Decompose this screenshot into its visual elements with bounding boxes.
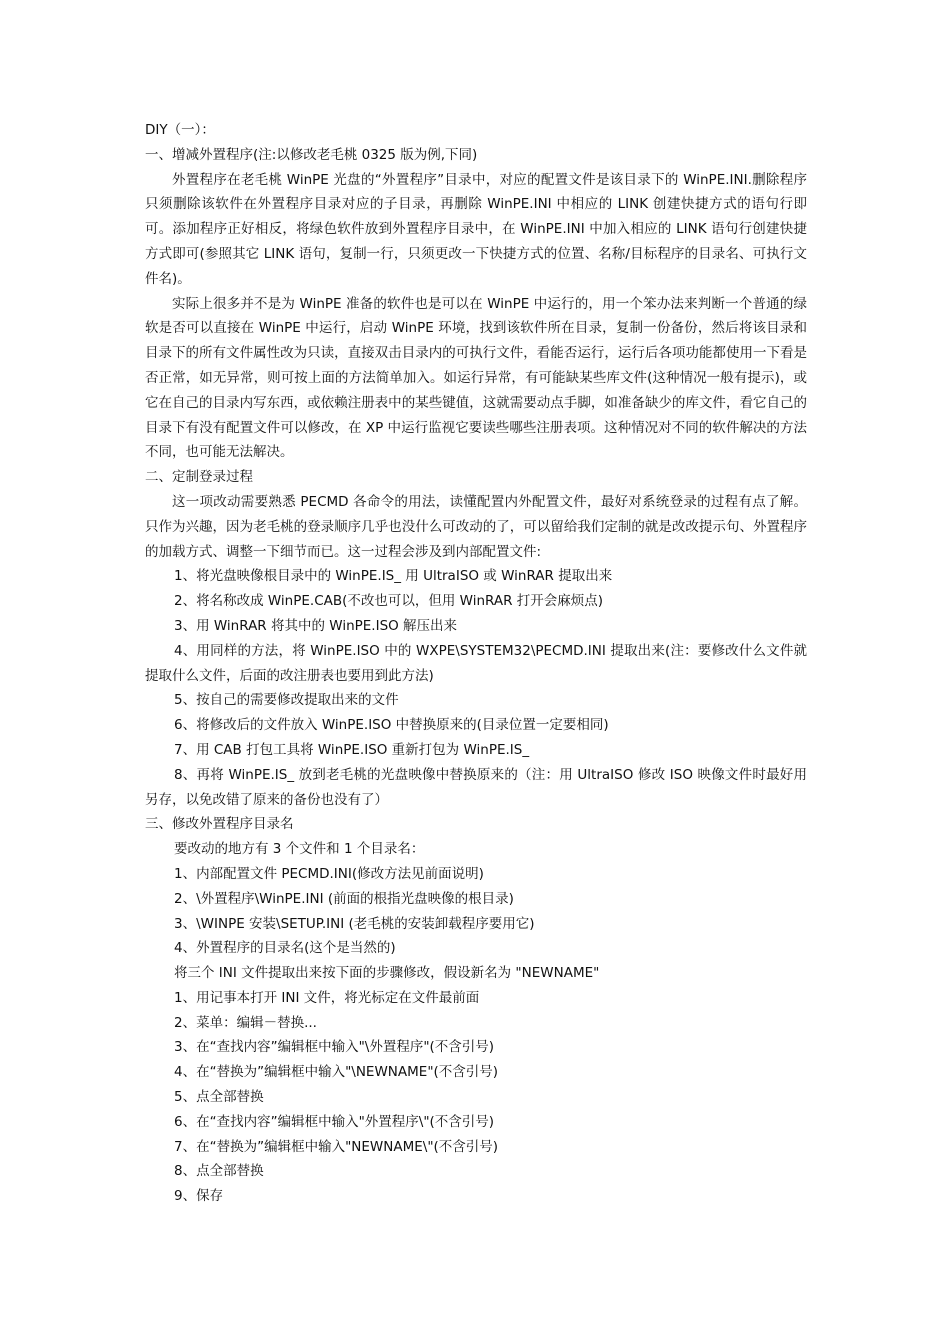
section-1-heading: 一、增减外置程序(注:以修改老毛桃 0325 版为例,下同) bbox=[145, 146, 478, 163]
section-2-intro: 这一项改动需要熟悉 PECMD 各命令的用法，读懂配置内外配置文件，最好对系统登录的过程有点了解。只作为兴趣，因为老毛桃的登录顺序几乎也没什么可改动的了，可以留给我们定制的就是改改提示句、外置程序的加载方式、调整一下细节而已。这一过程会涉及到内部配置文件: bbox=[145, 493, 807, 560]
section-2-step: 5、按自己的需要修改提取出来的文件 bbox=[174, 692, 399, 709]
section-3-step: 9、保存 bbox=[174, 1188, 224, 1205]
section-3-item: 4、外置程序的目录名(这个是当然的) bbox=[174, 940, 396, 957]
section-2-step: 1、将光盘映像根目录中的 WinPE.IS_ 用 UltraISO 或 WinRAR 提取出来 bbox=[174, 568, 613, 585]
doc-title: DIY（一）： bbox=[145, 122, 215, 138]
document-body bbox=[145, 118, 807, 1209]
section-3-item: 3、\WINPE 安装\SETUP.INI (老毛桃的安装卸载程序要用它) bbox=[174, 915, 535, 932]
section-3-intro: 要改动的地方有 3 个文件和 1 个目录名： bbox=[174, 841, 425, 858]
section-3-step: 5、点全部替换 bbox=[174, 1089, 264, 1106]
section-3-item: 2、\外置程序\WinPE.INI (前面的根指光盘映像的根目录) bbox=[174, 890, 514, 907]
section-3-intro-2: 将三个 INI 文件提取出来按下面的步骤修改，假设新名为 "NEWNAME" bbox=[174, 965, 600, 982]
section-3-heading: 三、修改外置程序目录名 bbox=[145, 816, 294, 833]
section-2-step: 8、再将 WinPE.IS_ 放到老毛桃的光盘映像中替换原来的（注：用 UltraISO 修改 ISO 映像文件时最好用另存，以免改错了原来的备份也没有了） bbox=[145, 766, 807, 808]
section-1-paragraph-1: 外置程序在老毛桃 WinPE 光盘的“外置程序”目录中，对应的配置文件是该目录下的 WinPE.INI.删除程序只须删除该软件在外置程序目录对应的子目录，再删除 WinPE.INI 中相应的 LINK 创建快捷方式的语句行即可。添加程序正好相反，将绿色软件放到外置程序目录中，在 WinPE.INI 中加入相应的 LINK 语句行创建快捷方式即可(参照其它 LINK 语句，复制一行，只须更改一下快捷方式的位置、名称/目标程序的目录名、可执行文件名)。 bbox=[145, 171, 807, 287]
section-3-step: 6、在“查找内容”编辑框中输入"外置程序\"(不含引号) bbox=[174, 1113, 495, 1130]
section-3-step: 7、在“替换为”编辑框中输入"NEWNAME\"(不含引号) bbox=[174, 1138, 499, 1155]
section-3-step: 8、点全部替换 bbox=[174, 1163, 264, 1180]
section-3-step: 4、在“替换为”编辑框中输入"\NEWNAME"(不含引号) bbox=[174, 1064, 499, 1081]
section-2-step: 6、将修改后的文件放入 WinPE.ISO 中替换原来的(目录位置一定要相同) bbox=[174, 717, 609, 734]
section-2-step: 2、将名称改成 WinPE.CAB(不改也可以，但用 WinRAR 打开会麻烦点) bbox=[174, 593, 604, 610]
section-3-item: 1、内部配置文件 PECMD.INI(修改方法见前面说明) bbox=[174, 865, 484, 882]
section-1-paragraph-2: 实际上很多并不是为 WinPE 准备的软件也是可以在 WinPE 中运行的，用一个笨办法来判断一个普通的绿软是否可以直接在 WinPE 中运行，启动 WinPE 环境，找到该软件所在目录，复制一份备份，然后将该目录和目录下的所有文件属性改为只读，直接双击目录内的可执行文件，看能否运行，运行后各项功能都使用一下看是否正常，如无异常，则可按上面的方法简单加入。如运行异常，有可能缺某些库文件(这种情况一般有提示)，或它在自己的目录内写东西，或依赖注册表中的某些键值，这就需要动点手脚，如准备缺少的库文件，看它自己的目录下有没有配置文件可以修改，在 XP 中运行监视它要读些哪些注册表项。这种情况对不同的软件解决的方法不同，也可能无法解决。 bbox=[145, 295, 807, 461]
section-2-step: 3、用 WinRAR 将其中的 WinPE.ISO 解压出来 bbox=[174, 617, 458, 634]
section-2-heading: 二、定制登录过程 bbox=[145, 469, 253, 486]
section-2-step: 4、用同样的方法，将 WinPE.ISO 中的 WXPE\SYSTEM32\PECMD.INI 提取出来(注：要修改什么文件就提取什么文件，后面的改注册表也要用到此方法) bbox=[145, 642, 807, 684]
section-3-step: 1、用记事本打开 INI 文件，将光标定在文件最前面 bbox=[174, 989, 480, 1006]
section-2-step: 7、用 CAB 打包工具将 WinPE.ISO 重新打包为 WinPE.IS_ bbox=[174, 741, 530, 758]
section-3-step: 2、菜单：编辑－替换... bbox=[174, 1014, 317, 1031]
section-3-step: 3、在“查找内容”编辑框中输入"\外置程序"(不含引号) bbox=[174, 1039, 495, 1056]
